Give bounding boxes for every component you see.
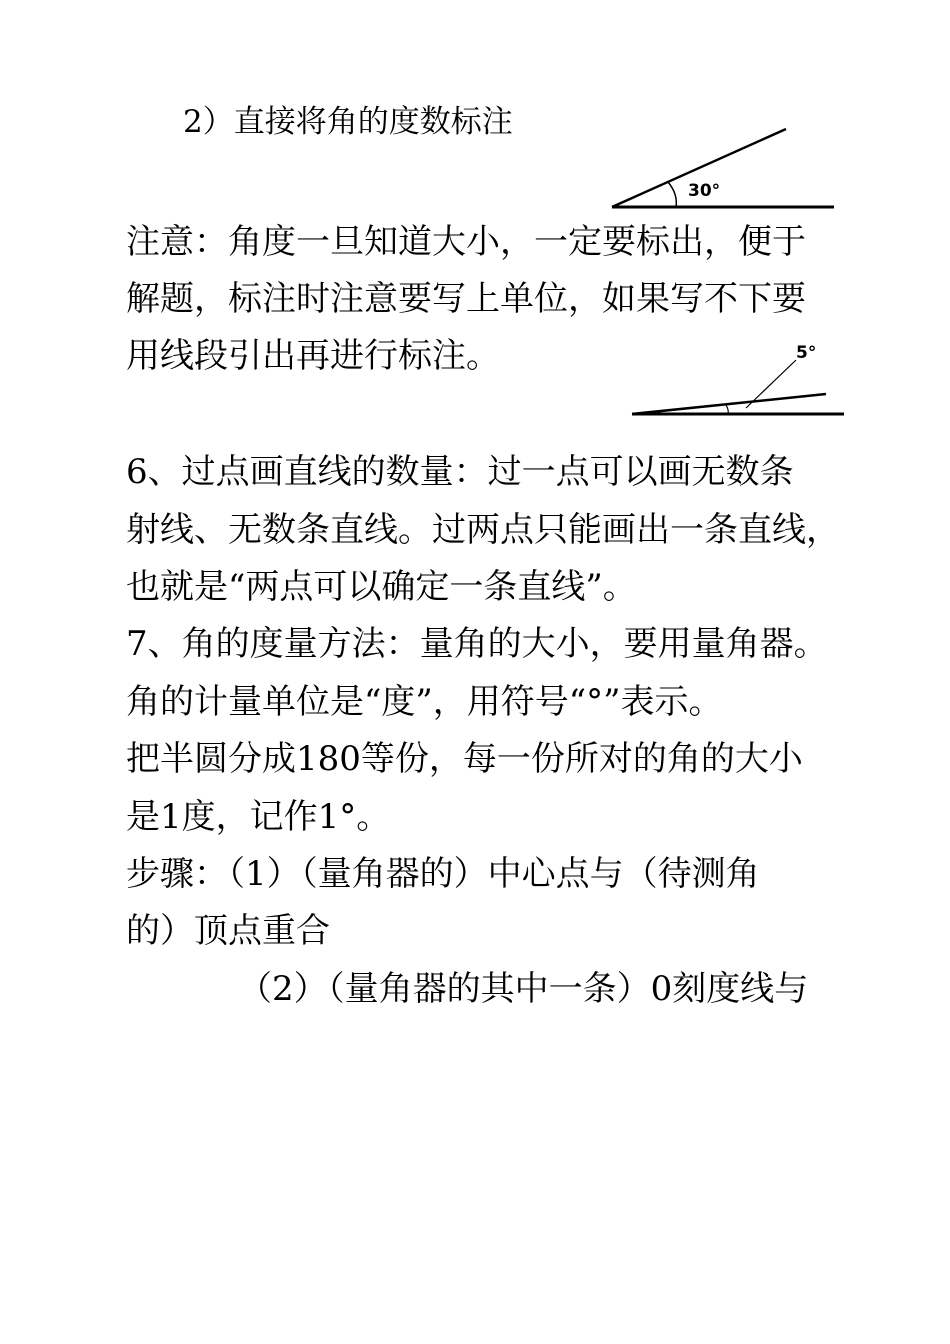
line-4: 用线段引出再进行标注。 [126,336,500,376]
line-9: 角的计量单位是“度”，用符号“°”表示。 [126,682,723,722]
line-10: 把半圆分成180等份，每一份所对的角的大小 [126,739,803,779]
line-11: 是1度，记作1°。 [126,797,391,837]
angle-5-ray-line [632,394,826,414]
angle-30-arc [668,182,676,207]
line-12: 步骤：（1）（量角器的）中心点与（待测角 [126,854,760,894]
line-1: 2）直接将角的度数标注 [183,104,513,140]
line-3: 解题，标注时注意要写上单位，如果写不下要 [126,279,806,319]
line-5: 6、过点画直线的数量：过一点可以画无数条 [126,452,794,492]
line-6: 射线、无数条直线。过两点只能画出一条直线， [126,510,840,550]
angle-5-figure [628,338,848,428]
line-8: 7、角的度量方法：量角的大小，要用量角器。 [126,624,828,664]
line-2: 注意：角度一旦知道大小，一定要标出，便于 [126,222,806,262]
angle-5-label: 5° [796,343,817,363]
angle-30-label: 30° [688,181,721,201]
line-7: 也就是“两点可以确定一条直线”。 [126,567,637,607]
angle-30-figure [608,124,838,224]
line-14: （2）（量角器的其中一条）0刻度线与 [238,969,809,1009]
line-13: 的）顶点重合 [126,911,330,951]
